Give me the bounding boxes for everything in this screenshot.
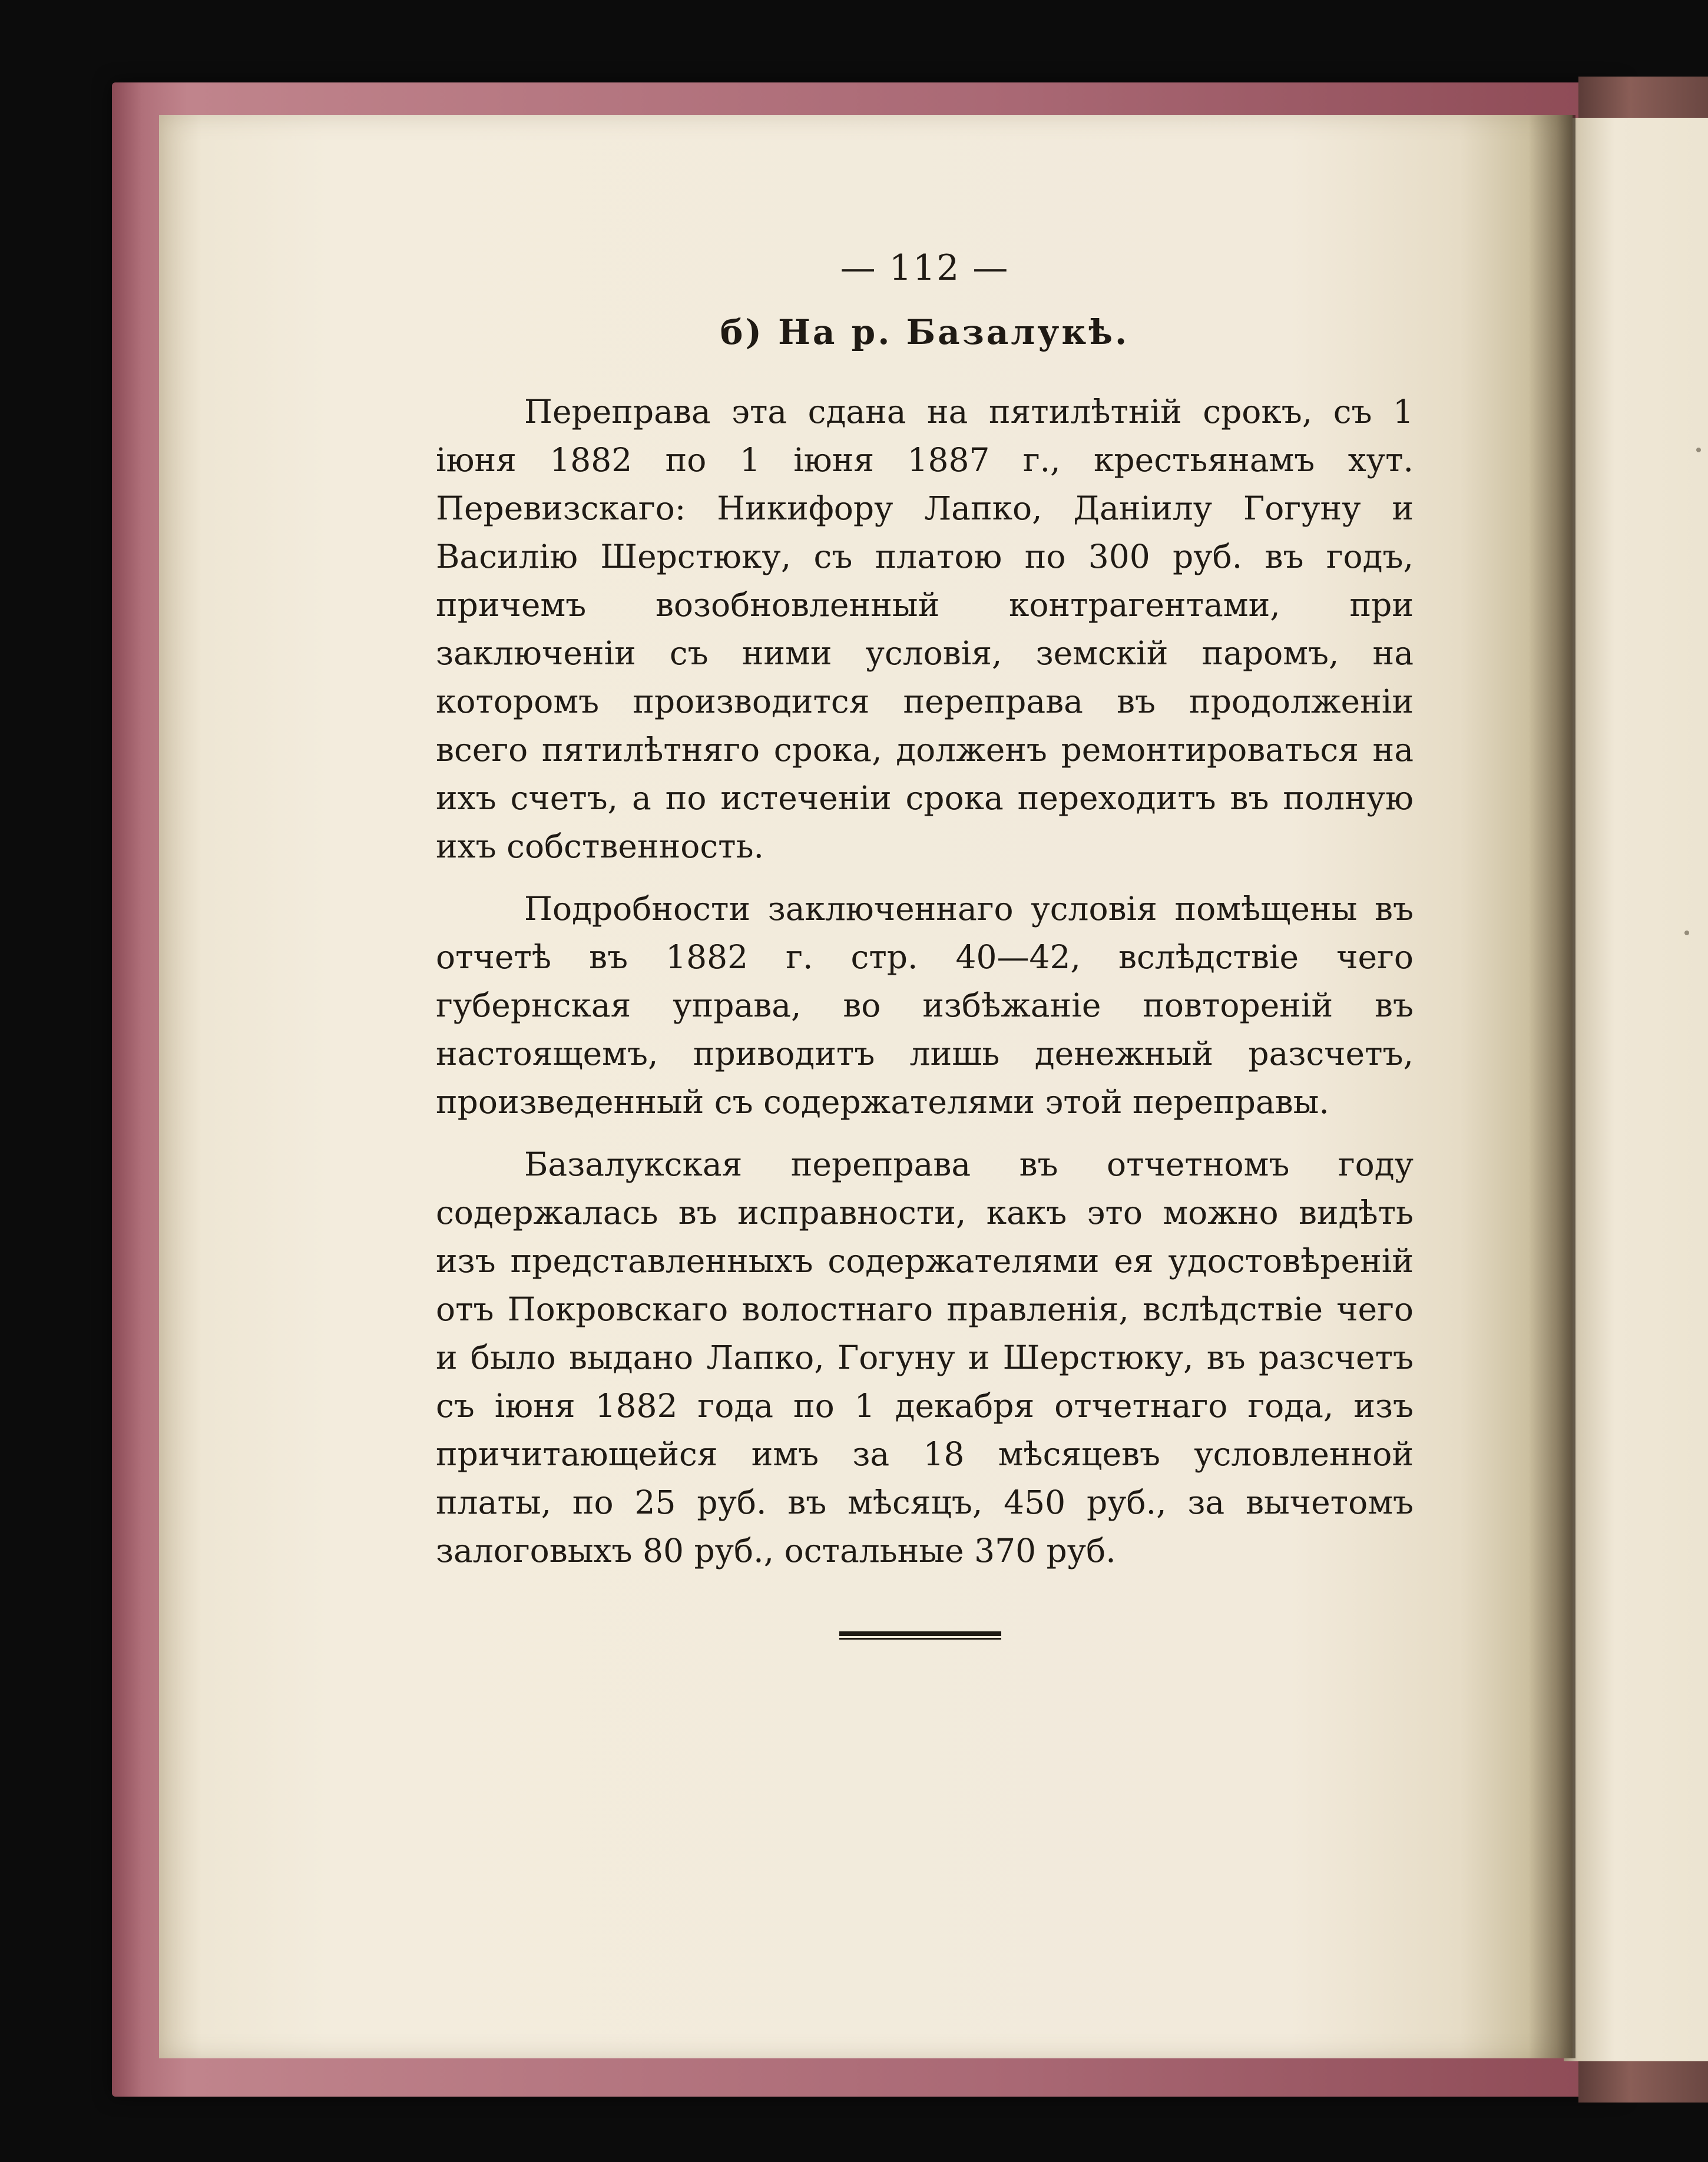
page-text-block bbox=[436, 247, 1414, 1589]
paragraph: Переправа эта сдана на пятилѣтній срокъ, съ 1 іюня 1882 по 1 іюня 1887 г., крестьянамъ хут. Перевизскаго: Никифору Лапко, Даніилу Гогуну и Василію Шерстюку, съ платою по 300 руб. въ годъ, причемъ возобновленный контрагентами, при заключеніи съ ними условія, земскій паромъ, на которомъ производится переправа въ продолженіи всего пятилѣтняго срока, долженъ ремонтироваться на ихъ счетъ, а по истеченіи срока переходитъ въ полную ихъ собственность. bbox=[436, 393, 1414, 865]
paragraph: Подробности заключеннаго условія помѣщены въ отчетѣ въ 1882 г. стр. 40—42, вслѣдствіе чего губернская управа, во избѣжаніе повтореній въ настоящемъ, приводитъ лишь денежный разсчетъ, произведенный съ содержателями этой переправы. bbox=[436, 890, 1414, 1121]
closing-rule bbox=[839, 1631, 1001, 1640]
paper-speck bbox=[1696, 448, 1701, 452]
paper-speck bbox=[1684, 931, 1689, 935]
gutter-shadow bbox=[1528, 115, 1575, 2058]
facing-page-edge bbox=[1564, 118, 1708, 2061]
page-number: — 112 — bbox=[840, 247, 1009, 289]
section-heading: б) На р. Базалукѣ. bbox=[720, 312, 1130, 352]
paragraph: Базалукская переправа въ отчетномъ году содержалась въ исправности, какъ это можно видѣть изъ представленныхъ содержателями ея удостовѣреній отъ Покровскаго волостнаго правленія, вслѣдствіе чего и было выдано Лапко, Гогуну и Шерстюку, въ разсчетъ съ іюня 1882 года по 1 декабря отчетнаго года, изъ причитающейся имъ за 18 мѣсяцевъ условленной платы, по 25 руб. въ мѣсяцъ, 450 руб., за вычетомъ залоговыхъ 80 руб., остальные 370 руб. bbox=[436, 1145, 1414, 1570]
